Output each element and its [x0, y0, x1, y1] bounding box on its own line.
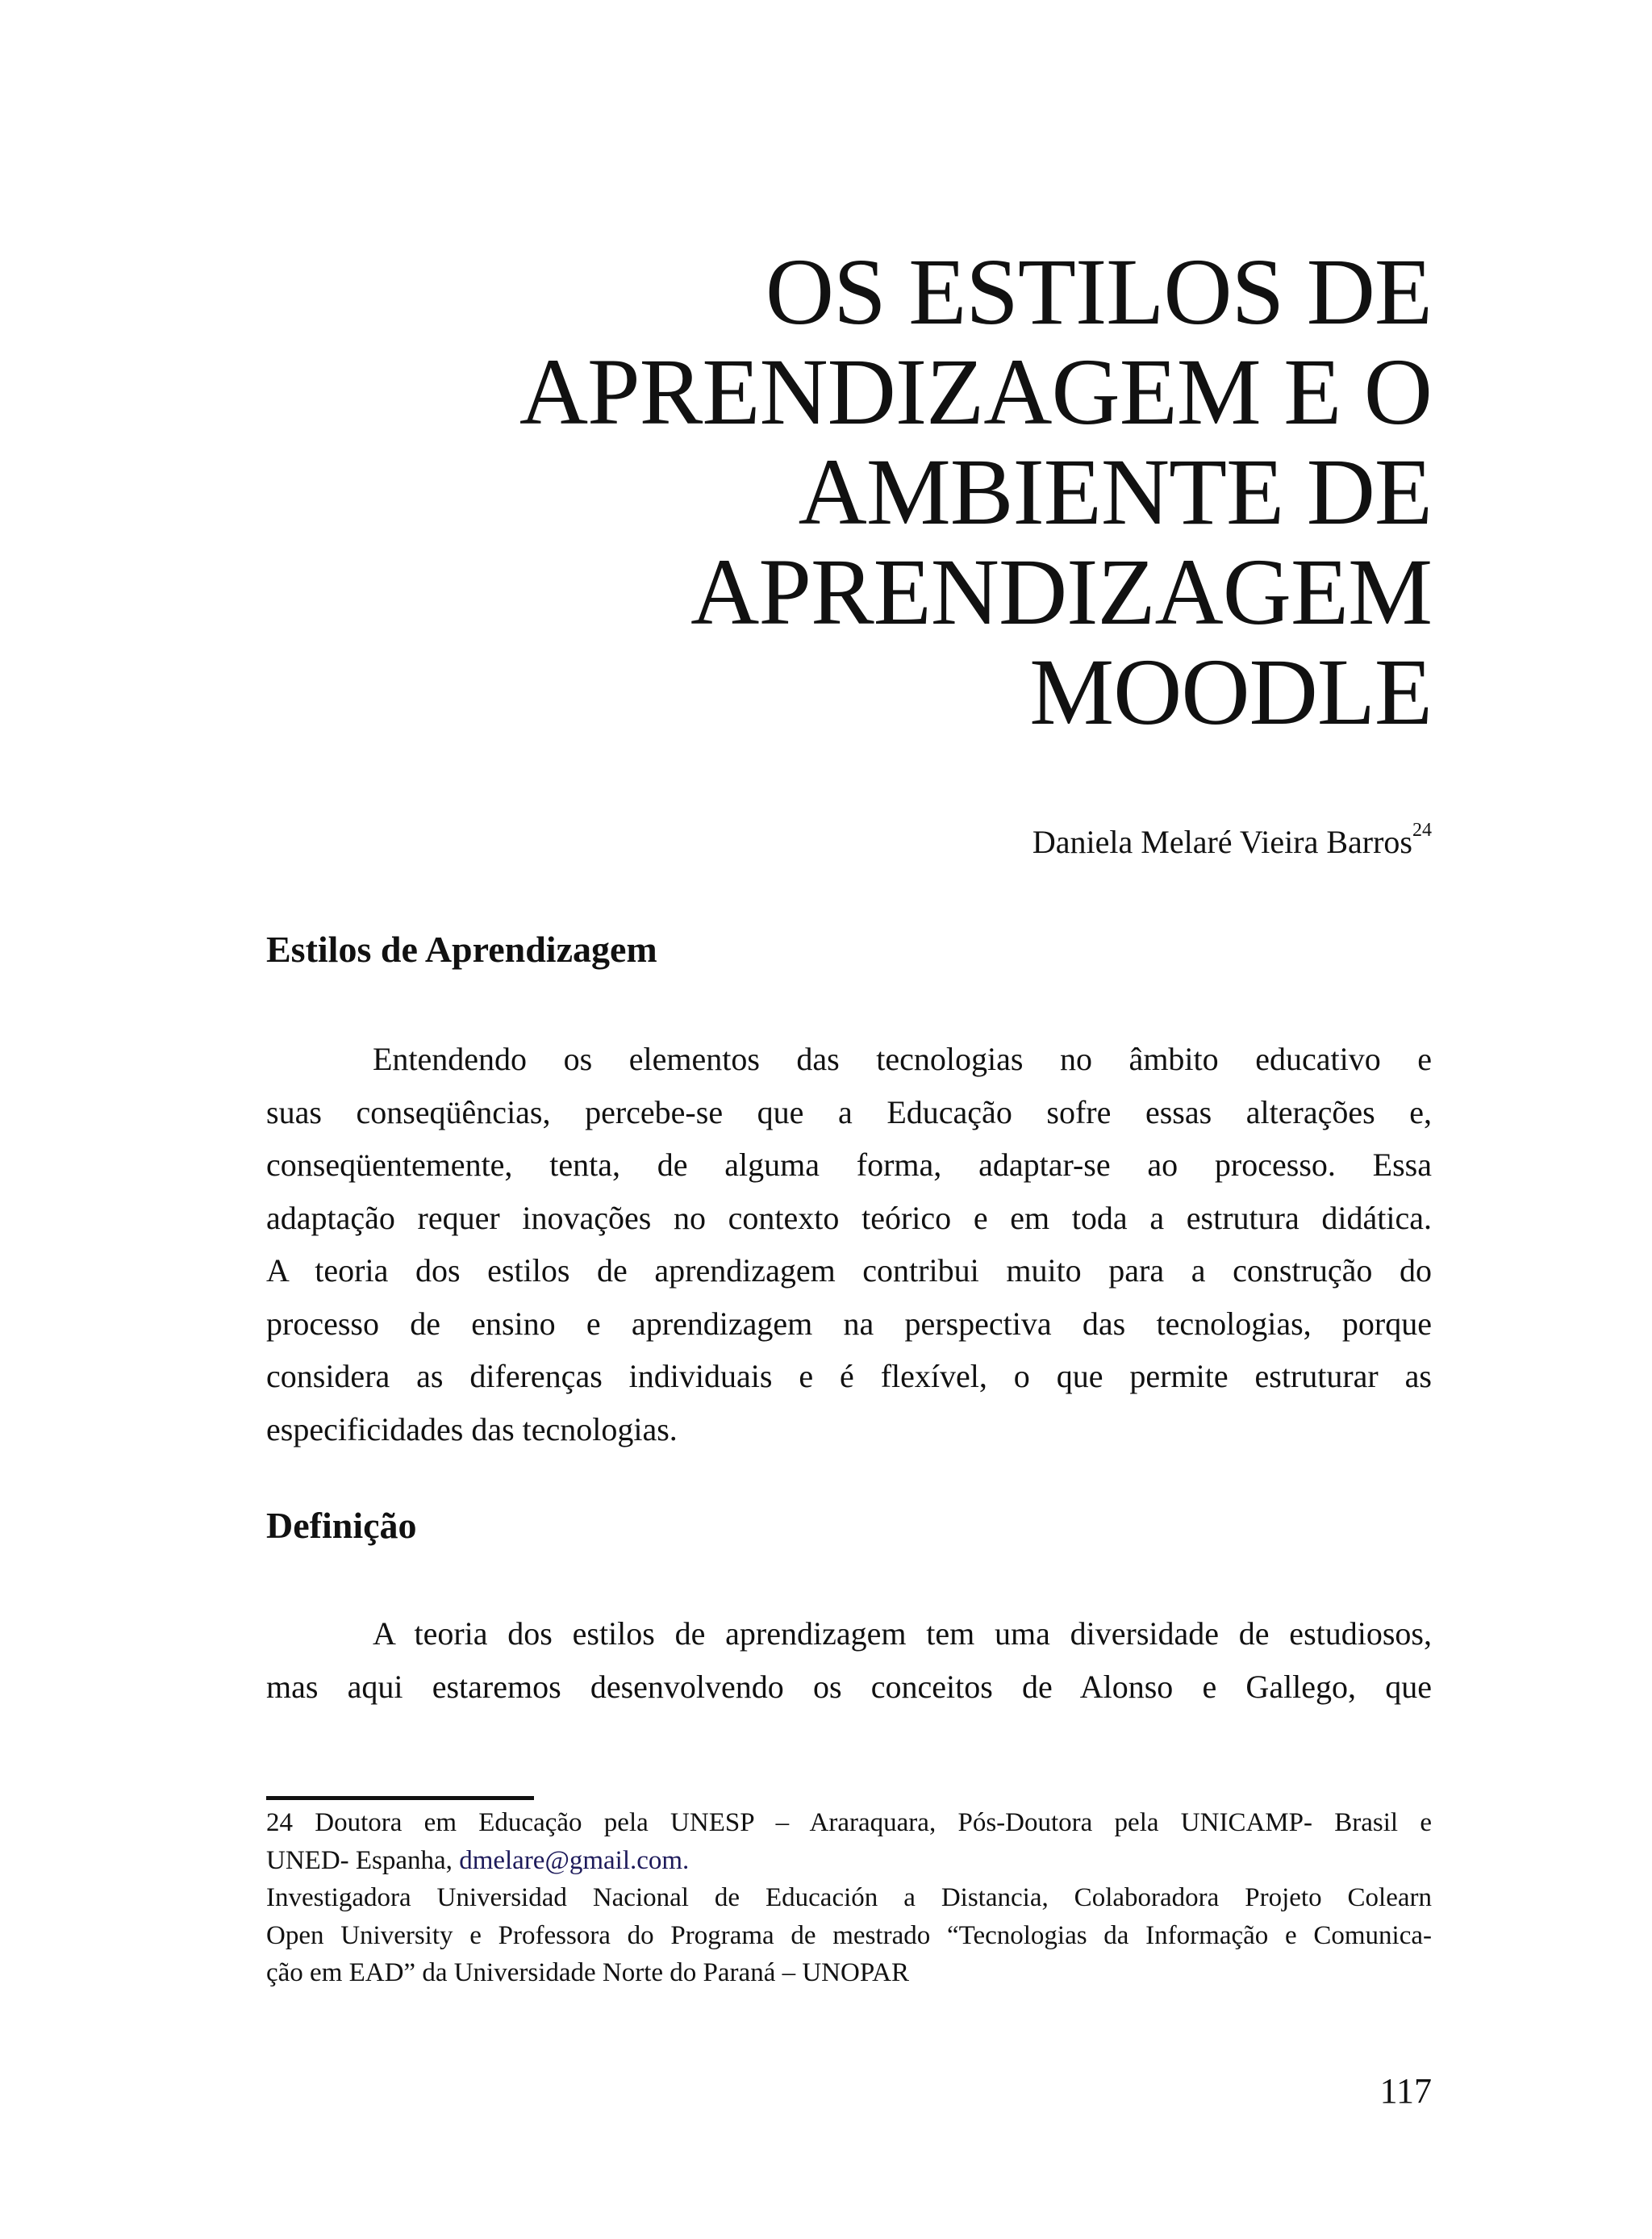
text-line: Entendendo os elementos das tecnologias no âmbito educativo e	[373, 1041, 1432, 1077]
footnote-line: Open University e Professora do Programa de mestrado “Tecnologias da Informação e Comunica-	[266, 1920, 1432, 1950]
footnote-text: UNED- Espanha,	[266, 1845, 460, 1875]
text-line: especificidades das tecnologias.	[266, 1410, 678, 1447]
title-line: OS ESTILOS DE	[765, 239, 1432, 345]
text-line: A teoria dos estilos de aprendizagem tem uma diversidade de estudiosos,	[373, 1615, 1432, 1652]
text-line: suas conseqüências, percebe-se que a Educação sofre essas alterações e,	[266, 1093, 1432, 1130]
footnote-line: Investigadora Universidad Nacional de Educación a Distancia, Colaboradora Projeto Colearn	[266, 1883, 1432, 1912]
author-line	[1032, 820, 1432, 861]
chapter-title	[519, 239, 1432, 745]
email-link[interactable]: dmelare@gmail.com.	[459, 1845, 690, 1875]
footnote-line	[266, 1842, 1432, 1880]
paragraph-estilos	[266, 1033, 1432, 1456]
paragraph-definicao	[266, 1607, 1432, 1713]
title-line: APRENDIZAGEM E O	[519, 339, 1432, 445]
text-line: adaptação requer inovações no contexto teórico e em toda a estrutura didática.	[266, 1199, 1432, 1236]
footnote-divider	[266, 1796, 534, 1800]
footnote-line: ção em EAD” da Universidade Norte do Paraná – UNOPAR	[266, 1958, 909, 1987]
text-line: considera as diferenças individuais e é flexível, o que permite estruturar as	[266, 1358, 1432, 1394]
title-line: MOODLE	[1029, 639, 1432, 745]
text-line: A teoria dos estilos de aprendizagem contribui muito para a construção do	[266, 1252, 1432, 1289]
title-line: APRENDIZAGEM	[690, 539, 1432, 645]
section-heading-definicao: Definição	[266, 1505, 417, 1546]
page-number: 117	[1379, 2071, 1432, 2111]
footnote-ref[interactable]: 24	[1412, 820, 1432, 841]
text-line: conseqüentemente, tenta, de alguma forma, adaptar-se ao processo. Essa	[266, 1147, 1432, 1183]
title-line: AMBIENTE DE	[798, 439, 1432, 545]
footnote-line: 24 Doutora em Educação pela UNESP – Araraquara, Pós-Doutora pela UNICAMP- Brasil e	[266, 1808, 1432, 1837]
section-heading-estilos: Estilos de Aprendizagem	[266, 929, 657, 970]
text-line: processo de ensino e aprendizagem na perspectiva das tecnologias, porque	[266, 1305, 1432, 1342]
author-name: Daniela Melaré Vieira Barros	[1032, 824, 1412, 860]
text-line: mas aqui estaremos desenvolvendo os conceitos de Alonso e Gallego, que	[266, 1668, 1432, 1705]
footnote	[266, 1804, 1432, 1992]
